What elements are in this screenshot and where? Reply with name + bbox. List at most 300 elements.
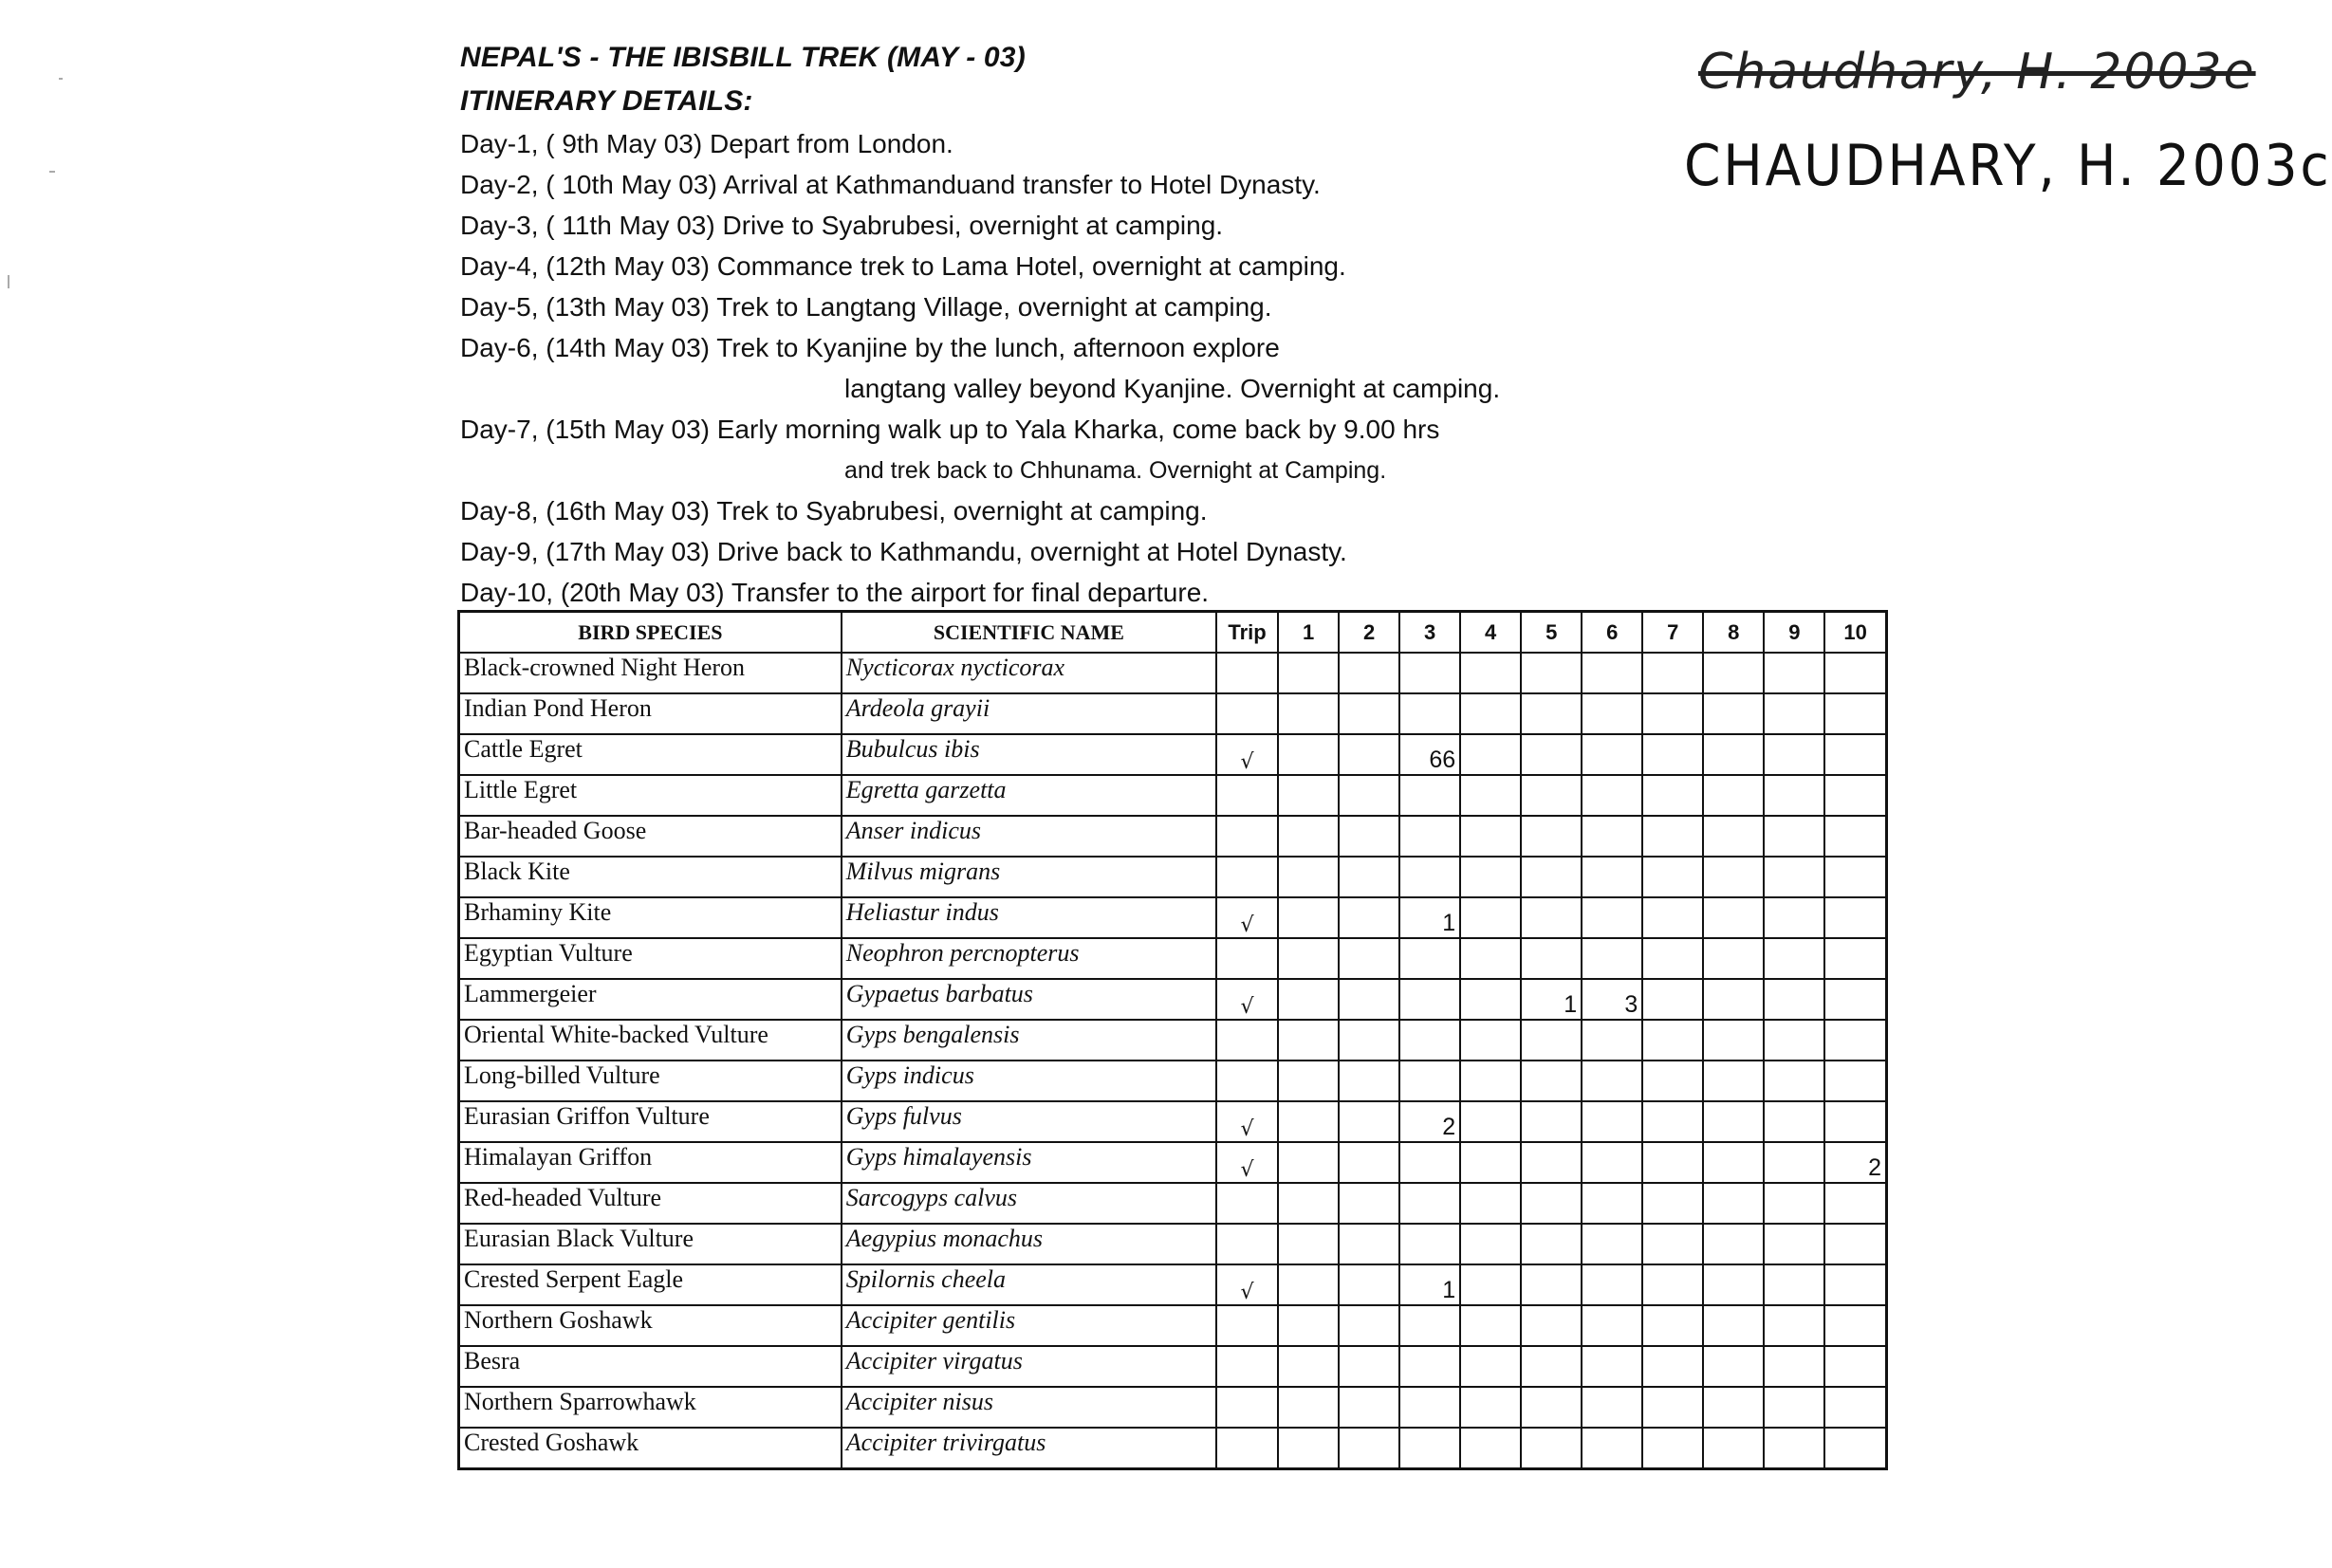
day-9-count-cell [1764, 1305, 1824, 1346]
trip-check-cell: √ [1216, 734, 1278, 775]
day-5-count-cell [1521, 857, 1582, 897]
table-row [459, 1264, 1887, 1305]
day-7-count-cell [1642, 653, 1703, 693]
header-day-8: 8 [1703, 612, 1764, 654]
table-row [459, 816, 1887, 857]
day-3-count-cell: 1 [1399, 1264, 1460, 1305]
table-row [459, 1183, 1887, 1224]
trip-check-cell [1216, 816, 1278, 857]
day-7-count-cell [1642, 1428, 1703, 1469]
itinerary-day-6-continuation: langtang valley beyond Kyanjine. Overnight at camping. [844, 374, 1501, 403]
day-8-count-cell [1703, 1061, 1764, 1101]
day-6-count-cell [1582, 734, 1642, 775]
itinerary-day-7: Day-7, (15th May 03) Early morning walk up to Yala Kharka, come back by 9.00 hrs [460, 415, 1440, 444]
day-6-count-cell [1582, 1346, 1642, 1387]
scientific-name-cell: Accipiter nisus [842, 1387, 1216, 1428]
header-day-6: 6 [1582, 612, 1642, 654]
itinerary-day-2: Day-2, ( 10th May 03) Arrival at Kathmanduand transfer to Hotel Dynasty. [460, 170, 1321, 199]
table-row [459, 1224, 1887, 1264]
day-4-count-cell [1460, 1183, 1521, 1224]
header-bird-species: BIRD SPECIES [459, 612, 842, 654]
trip-check-cell [1216, 1428, 1278, 1469]
day-3-count-cell [1399, 816, 1460, 857]
day-3-count-cell [1399, 857, 1460, 897]
day-3-count-cell [1399, 653, 1460, 693]
day-1-count-cell [1278, 1305, 1339, 1346]
day-8-count-cell [1703, 979, 1764, 1020]
scientific-name-cell: Ardeola grayii [842, 693, 1216, 734]
day-6-count-cell [1582, 1264, 1642, 1305]
day-10-count-cell [1824, 1183, 1886, 1224]
day-6-count-cell [1582, 1020, 1642, 1061]
day-7-count-cell [1642, 897, 1703, 938]
day-10-count-cell [1824, 1264, 1886, 1305]
day-1-count-cell [1278, 816, 1339, 857]
day-3-count-cell [1399, 979, 1460, 1020]
day-6-count-cell [1582, 1183, 1642, 1224]
day-7-count-cell [1642, 1264, 1703, 1305]
scientific-name-cell: Gyps indicus [842, 1061, 1216, 1101]
table-row [459, 938, 1887, 979]
day-4-count-cell [1460, 1305, 1521, 1346]
day-9-count-cell [1764, 897, 1824, 938]
bird-species-cell: Crested Goshawk [459, 1428, 842, 1469]
bird-species-cell: Brhaminy Kite [459, 897, 842, 938]
day-7-count-cell [1642, 816, 1703, 857]
day-9-count-cell [1764, 653, 1824, 693]
handwritten-reference: CHAUDHARY, H. 2003c [1684, 133, 2332, 199]
day-4-count-cell [1460, 857, 1521, 897]
day-10-count-cell [1824, 693, 1886, 734]
day-2-count-cell [1339, 1142, 1399, 1183]
day-5-count-cell [1521, 775, 1582, 816]
day-2-count-cell [1339, 1224, 1399, 1264]
day-4-count-cell [1460, 775, 1521, 816]
day-4-count-cell [1460, 653, 1521, 693]
day-5-count-cell [1521, 1387, 1582, 1428]
itinerary-heading: ITINERARY DETAILS: [460, 85, 753, 117]
itinerary-day-7-continuation: and trek back to Chhunama. Overnight at Camping. [844, 457, 1387, 484]
bird-species-cell: Lammergeier [459, 979, 842, 1020]
day-7-count-cell [1642, 1387, 1703, 1428]
day-1-count-cell [1278, 897, 1339, 938]
day-2-count-cell [1339, 653, 1399, 693]
day-6-count-cell [1582, 653, 1642, 693]
table-row [459, 653, 1887, 693]
day-6-count-cell [1582, 1428, 1642, 1469]
day-3-count-cell [1399, 938, 1460, 979]
day-6-count-cell [1582, 857, 1642, 897]
day-10-count-cell [1824, 897, 1886, 938]
day-5-count-cell: 1 [1521, 979, 1582, 1020]
table-row [459, 979, 1887, 1020]
day-7-count-cell [1642, 1101, 1703, 1142]
day-3-count-cell [1399, 1020, 1460, 1061]
table-row [459, 693, 1887, 734]
day-2-count-cell [1339, 1428, 1399, 1469]
itinerary-day-1: Day-1, ( 9th May 03) Depart from London. [460, 129, 953, 158]
trip-check-cell [1216, 653, 1278, 693]
day-1-count-cell [1278, 1020, 1339, 1061]
itinerary-day-4: Day-4, (12th May 03) Commance trek to Lama Hotel, overnight at camping. [460, 251, 1346, 281]
day-3-count-cell: 1 [1399, 897, 1460, 938]
day-3-count-cell: 66 [1399, 734, 1460, 775]
day-2-count-cell [1339, 1305, 1399, 1346]
bird-species-cell: Northern Sparrowhawk [459, 1387, 842, 1428]
day-7-count-cell [1642, 1346, 1703, 1387]
scientific-name-cell: Gypaetus barbatus [842, 979, 1216, 1020]
scientific-name-cell: Bubulcus ibis [842, 734, 1216, 775]
day-5-count-cell [1521, 1305, 1582, 1346]
bird-species-cell: Indian Pond Heron [459, 693, 842, 734]
day-10-count-cell [1824, 1305, 1886, 1346]
day-2-count-cell [1339, 734, 1399, 775]
table-row [459, 1387, 1887, 1428]
scan-mark [59, 78, 63, 80]
bird-species-cell: Besra [459, 1346, 842, 1387]
day-2-count-cell [1339, 938, 1399, 979]
day-10-count-cell [1824, 816, 1886, 857]
scientific-name-cell: Accipiter virgatus [842, 1346, 1216, 1387]
day-7-count-cell [1642, 1183, 1703, 1224]
day-6-count-cell [1582, 693, 1642, 734]
day-4-count-cell [1460, 938, 1521, 979]
day-1-count-cell [1278, 1101, 1339, 1142]
day-6-count-cell [1582, 775, 1642, 816]
table-row [459, 1428, 1887, 1469]
day-2-count-cell [1339, 775, 1399, 816]
bird-species-cell: Northern Goshawk [459, 1305, 842, 1346]
header-day-10: 10 [1824, 612, 1886, 654]
day-4-count-cell [1460, 816, 1521, 857]
day-9-count-cell [1764, 979, 1824, 1020]
scientific-name-cell: Gyps fulvus [842, 1101, 1216, 1142]
day-8-count-cell [1703, 816, 1764, 857]
trip-check-cell [1216, 775, 1278, 816]
itinerary-day-10: Day-10, (20th May 03) Transfer to the airport for final departure. [460, 578, 1210, 607]
day-9-count-cell [1764, 1142, 1824, 1183]
bird-rows [459, 653, 1887, 1469]
day-4-count-cell [1460, 1101, 1521, 1142]
itinerary-day-6: Day-6, (14th May 03) Trek to Kyanjine by the lunch, afternoon explore [460, 333, 1280, 362]
day-9-count-cell [1764, 1101, 1824, 1142]
day-3-count-cell [1399, 1428, 1460, 1469]
day-2-count-cell [1339, 693, 1399, 734]
trip-check-cell [1216, 857, 1278, 897]
bird-species-cell: Eurasian Griffon Vulture [459, 1101, 842, 1142]
scientific-name-cell: Egretta garzetta [842, 775, 1216, 816]
trip-check-cell: √ [1216, 1101, 1278, 1142]
day-1-count-cell [1278, 1428, 1339, 1469]
day-1-count-cell [1278, 1142, 1339, 1183]
day-1-count-cell [1278, 693, 1339, 734]
trip-check-cell [1216, 1346, 1278, 1387]
scientific-name-cell: Heliastur indus [842, 897, 1216, 938]
day-8-count-cell [1703, 1387, 1764, 1428]
day-5-count-cell [1521, 1183, 1582, 1224]
header-day-4: 4 [1460, 612, 1521, 654]
day-2-count-cell [1339, 857, 1399, 897]
day-7-count-cell [1642, 1061, 1703, 1101]
day-5-count-cell [1521, 734, 1582, 775]
bird-species-cell: Himalayan Griffon [459, 1142, 842, 1183]
bird-species-cell: Little Egret [459, 775, 842, 816]
day-7-count-cell [1642, 734, 1703, 775]
day-1-count-cell [1278, 979, 1339, 1020]
day-5-count-cell [1521, 1428, 1582, 1469]
day-8-count-cell [1703, 1142, 1764, 1183]
day-9-count-cell [1764, 1020, 1824, 1061]
trip-check-cell [1216, 693, 1278, 734]
itinerary-day-5: Day-5, (13th May 03) Trek to Langtang Village, overnight at camping. [460, 292, 1272, 322]
day-1-count-cell [1278, 1264, 1339, 1305]
table-header-row [459, 612, 1887, 654]
day-8-count-cell [1703, 1264, 1764, 1305]
bird-checklist-table [457, 610, 1888, 1470]
day-9-count-cell [1764, 1183, 1824, 1224]
scientific-name-cell: Neophron percnopterus [842, 938, 1216, 979]
header-day-9: 9 [1764, 612, 1824, 654]
day-3-count-cell [1399, 693, 1460, 734]
day-4-count-cell [1460, 979, 1521, 1020]
day-6-count-cell [1582, 1387, 1642, 1428]
day-10-count-cell [1824, 1387, 1886, 1428]
scientific-name-cell: Nycticorax nycticorax [842, 653, 1216, 693]
day-4-count-cell [1460, 734, 1521, 775]
day-9-count-cell [1764, 857, 1824, 897]
day-4-count-cell [1460, 1061, 1521, 1101]
header-scientific-name: SCIENTIFIC NAME [842, 612, 1216, 654]
trip-check-cell: √ [1216, 1264, 1278, 1305]
scientific-name-cell: Spilornis cheela [842, 1264, 1216, 1305]
header-day-5: 5 [1521, 612, 1582, 654]
day-3-count-cell [1399, 775, 1460, 816]
day-9-count-cell [1764, 816, 1824, 857]
day-9-count-cell [1764, 693, 1824, 734]
day-6-count-cell [1582, 1305, 1642, 1346]
day-8-count-cell [1703, 857, 1764, 897]
bird-species-cell: Long-billed Vulture [459, 1061, 842, 1101]
handwritten-crossed-out-reference: Chaudhary, H. 2003e [1698, 44, 2256, 101]
day-5-count-cell [1521, 1061, 1582, 1101]
day-4-count-cell [1460, 1387, 1521, 1428]
day-10-count-cell [1824, 734, 1886, 775]
day-6-count-cell [1582, 1224, 1642, 1264]
day-9-count-cell [1764, 1387, 1824, 1428]
day-10-count-cell [1824, 1061, 1886, 1101]
day-6-count-cell [1582, 1101, 1642, 1142]
day-1-count-cell [1278, 1061, 1339, 1101]
day-7-count-cell [1642, 1305, 1703, 1346]
day-4-count-cell [1460, 1264, 1521, 1305]
day-5-count-cell [1521, 1346, 1582, 1387]
bird-species-cell: Egyptian Vulture [459, 938, 842, 979]
day-2-count-cell [1339, 1264, 1399, 1305]
day-8-count-cell [1703, 1224, 1764, 1264]
day-3-count-cell [1399, 1346, 1460, 1387]
day-8-count-cell [1703, 938, 1764, 979]
day-5-count-cell [1521, 1224, 1582, 1264]
table-row [459, 1061, 1887, 1101]
scientific-name-cell: Milvus migrans [842, 857, 1216, 897]
day-9-count-cell [1764, 734, 1824, 775]
day-10-count-cell [1824, 938, 1886, 979]
bird-species-cell: Cattle Egret [459, 734, 842, 775]
day-8-count-cell [1703, 1020, 1764, 1061]
day-6-count-cell [1582, 816, 1642, 857]
day-3-count-cell [1399, 1305, 1460, 1346]
day-1-count-cell [1278, 1224, 1339, 1264]
table-row [459, 775, 1887, 816]
day-10-count-cell [1824, 1101, 1886, 1142]
bird-species-cell: Eurasian Black Vulture [459, 1224, 842, 1264]
day-7-count-cell [1642, 775, 1703, 816]
table-row [459, 734, 1887, 775]
day-5-count-cell [1521, 1020, 1582, 1061]
day-5-count-cell [1521, 653, 1582, 693]
day-2-count-cell [1339, 1387, 1399, 1428]
day-7-count-cell [1642, 979, 1703, 1020]
table-row [459, 1101, 1887, 1142]
day-10-count-cell [1824, 857, 1886, 897]
day-8-count-cell [1703, 734, 1764, 775]
day-8-count-cell [1703, 775, 1764, 816]
day-6-count-cell [1582, 897, 1642, 938]
day-2-count-cell [1339, 1020, 1399, 1061]
table-row [459, 897, 1887, 938]
day-5-count-cell [1521, 938, 1582, 979]
day-8-count-cell [1703, 1101, 1764, 1142]
day-4-count-cell [1460, 693, 1521, 734]
header-day-7: 7 [1642, 612, 1703, 654]
bird-species-cell: Crested Serpent Eagle [459, 1264, 842, 1305]
trip-check-cell: √ [1216, 979, 1278, 1020]
day-10-count-cell [1824, 1020, 1886, 1061]
day-7-count-cell [1642, 693, 1703, 734]
day-1-count-cell [1278, 1183, 1339, 1224]
day-10-count-cell [1824, 979, 1886, 1020]
day-8-count-cell [1703, 653, 1764, 693]
day-8-count-cell [1703, 1428, 1764, 1469]
scientific-name-cell: Anser indicus [842, 816, 1216, 857]
day-1-count-cell [1278, 1346, 1339, 1387]
day-2-count-cell [1339, 1346, 1399, 1387]
day-2-count-cell [1339, 816, 1399, 857]
day-1-count-cell [1278, 857, 1339, 897]
day-5-count-cell [1521, 693, 1582, 734]
day-4-count-cell [1460, 1346, 1521, 1387]
day-4-count-cell [1460, 1224, 1521, 1264]
scientific-name-cell: Accipiter trivirgatus [842, 1428, 1216, 1469]
itinerary-day-3: Day-3, ( 11th May 03) Drive to Syabrubesi, overnight at camping. [460, 211, 1224, 240]
day-5-count-cell [1521, 897, 1582, 938]
day-3-count-cell [1399, 1142, 1460, 1183]
day-9-count-cell [1764, 1224, 1824, 1264]
table-row [459, 1346, 1887, 1387]
header-day-3: 3 [1399, 612, 1460, 654]
day-10-count-cell [1824, 1346, 1886, 1387]
day-1-count-cell [1278, 775, 1339, 816]
trip-check-cell [1216, 1061, 1278, 1101]
day-2-count-cell [1339, 897, 1399, 938]
day-9-count-cell [1764, 1264, 1824, 1305]
day-9-count-cell [1764, 1346, 1824, 1387]
day-8-count-cell [1703, 897, 1764, 938]
itinerary-day-8: Day-8, (16th May 03) Trek to Syabrubesi, overnight at camping. [460, 496, 1208, 526]
day-6-count-cell [1582, 1142, 1642, 1183]
day-4-count-cell [1460, 897, 1521, 938]
day-2-count-cell [1339, 1183, 1399, 1224]
bird-species-cell: Red-headed Vulture [459, 1183, 842, 1224]
bird-species-cell: Bar-headed Goose [459, 816, 842, 857]
table-row [459, 1305, 1887, 1346]
day-2-count-cell [1339, 979, 1399, 1020]
table-row [459, 1020, 1887, 1061]
header-day-1: 1 [1278, 612, 1339, 654]
day-1-count-cell [1278, 1387, 1339, 1428]
day-7-count-cell [1642, 1142, 1703, 1183]
trip-check-cell [1216, 938, 1278, 979]
day-10-count-cell [1824, 653, 1886, 693]
day-3-count-cell: 2 [1399, 1101, 1460, 1142]
scientific-name-cell: Gyps bengalensis [842, 1020, 1216, 1061]
day-5-count-cell [1521, 1142, 1582, 1183]
day-8-count-cell [1703, 1305, 1764, 1346]
day-6-count-cell [1582, 938, 1642, 979]
day-9-count-cell [1764, 775, 1824, 816]
trip-check-cell [1216, 1020, 1278, 1061]
table-row [459, 857, 1887, 897]
day-3-count-cell [1399, 1183, 1460, 1224]
trip-check-cell: √ [1216, 1142, 1278, 1183]
day-6-count-cell: 3 [1582, 979, 1642, 1020]
day-2-count-cell [1339, 1061, 1399, 1101]
day-10-count-cell [1824, 1224, 1886, 1264]
document-title: NEPAL'S - THE IBISBILL TREK (MAY - 03) [460, 42, 1026, 73]
bird-species-cell: Black-crowned Night Heron [459, 653, 842, 693]
day-6-count-cell [1582, 1061, 1642, 1101]
day-7-count-cell [1642, 857, 1703, 897]
scientific-name-cell: Sarcogyps calvus [842, 1183, 1216, 1224]
day-5-count-cell [1521, 1101, 1582, 1142]
day-1-count-cell [1278, 734, 1339, 775]
trip-check-cell [1216, 1183, 1278, 1224]
day-3-count-cell [1399, 1224, 1460, 1264]
day-8-count-cell [1703, 693, 1764, 734]
trip-check-cell [1216, 1387, 1278, 1428]
bird-species-cell: Black Kite [459, 857, 842, 897]
day-3-count-cell [1399, 1387, 1460, 1428]
day-9-count-cell [1764, 938, 1824, 979]
day-9-count-cell [1764, 1061, 1824, 1101]
scientific-name-cell: Aegypius monachus [842, 1224, 1216, 1264]
day-4-count-cell [1460, 1020, 1521, 1061]
day-4-count-cell [1460, 1428, 1521, 1469]
day-1-count-cell [1278, 938, 1339, 979]
itinerary-day-9: Day-9, (17th May 03) Drive back to Kathmandu, overnight at Hotel Dynasty. [460, 537, 1347, 566]
trip-check-cell [1216, 1305, 1278, 1346]
day-4-count-cell [1460, 1142, 1521, 1183]
scan-mark [49, 171, 55, 173]
day-7-count-cell [1642, 938, 1703, 979]
table-row [459, 1142, 1887, 1183]
day-5-count-cell [1521, 1264, 1582, 1305]
day-10-count-cell [1824, 1428, 1886, 1469]
day-10-count-cell [1824, 775, 1886, 816]
day-7-count-cell [1642, 1020, 1703, 1061]
day-1-count-cell [1278, 653, 1339, 693]
trip-check-cell [1216, 1224, 1278, 1264]
